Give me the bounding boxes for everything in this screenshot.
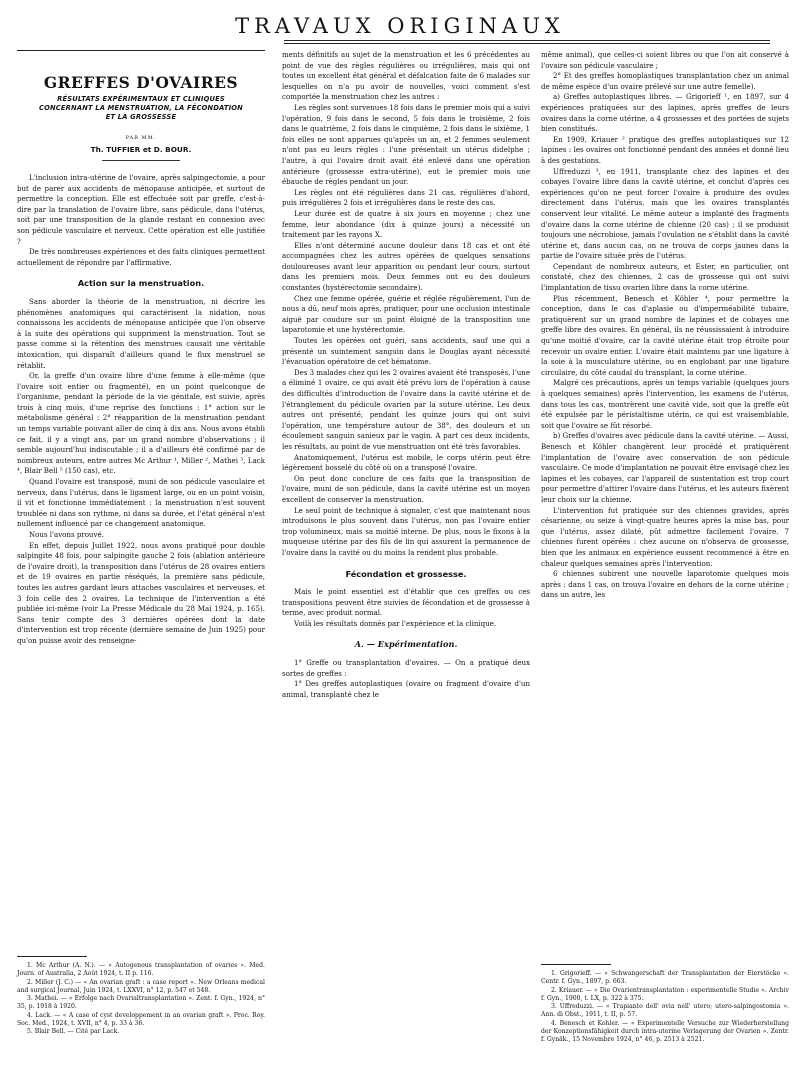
column-top-rule: [17, 50, 265, 51]
paragraph: Quand l'ovaire est transposé, muni de son pédicule vasculaire et nerveux, dans l'utérus, dans le ligament large, ou en un point voisin, il vit et fonctionne immédiatement : la menstruation n'est souvent troublée ni dans son rythme, ni dans sa durée, et l'état général n'est nullement influencé par ce changement anatomique.: [17, 477, 265, 529]
footnote: 2. Kriauer. — « Die Ovarientransplantation : experimentelle Studie ». Archiv f. Gyn., 1900, t. LX, p. 322 à 375.: [541, 986, 789, 1002]
column-3: [541, 50, 789, 601]
paragraph: b) Greffes d'ovaires avec pédicule dans la cavité utérine. — Aussi, Benesch et Köhler changèrent leur procédé et pratiquèrent l'implantation de l'ovaire avec conservation de son pédicule vasculaire. Ce mode d'implantation ne pouvait être envisagé chez les lapines et les cobayes, car l'appareil de sustentation est trop court pour permettre d'attirer l'ovaire dans l'utérus, et les auteurs fixèrent leur choix sur la chienne.: [541, 431, 789, 504]
paragraph: Les règles ont été régulières dans 21 cas, régulières d'abord, puis irrégulières 2 fois et irrégulières dans le reste des cas.: [282, 187, 530, 208]
paragraph: a) Greffes autoplastiques libres. — Grigorieff ¹, en 1897, sur 4 expériences pratiquées sur des lapines, après greffes de leurs ovaires dans la corne utérine, a 4 grossesses et des portées de sujets bien constitués.: [541, 92, 789, 134]
paragraph: Anatomiquement, l'utérus est mobile, le corps utérin peut être légèrement bosselé du côté où on a transposé l'ovaire.: [282, 452, 530, 473]
paragraph: Toutes les opérées ont guéri, sans accidents, sauf une qui a présenté un suintement sanguin dans le Douglas ayant nécessité l'évacuation opératoire de cet hématome.: [282, 336, 530, 367]
paragraph: Cependant de nombreux auteurs, et Ester, en particulier, ont constaté, chez des chiennes, 2 cas de grossesse qui ont suivi l'implantation de tissu ovarien libre dans la corne utérine.: [541, 261, 789, 293]
article-subtitle: [17, 95, 265, 123]
paragraph: 1° Des greffes autoplastiques (ovaire ou fragment d'ovaire d'un animal, transplanté chez le: [282, 679, 530, 699]
footnote: 4. Lack. — « A case of cyst developpement in an ovarian graft ». Proc. Roy. Soc. Med., 1924, t. XVII, n° 4, p. 33 à 36.: [17, 1011, 265, 1028]
footnote: 2. Miller (J. C.) — « An ovarian graft : a case report ». New Orleans medical and surgical Journal, Juin 1924, t. LXXVI, n° 12, p. 547 et 548.: [17, 978, 265, 994]
paragraph: Or, la greffe d'un ovaire libre d'une femme à elle-même (que l'ovaire soit entier ou fragmenté), en un point quelconque de l'organisme, pendant la période de la vie génitale, est suivie, après trois à cinq mois, d'une reprise des fonctions : 1° action sur le métabolisme général : 2° réapparition de la menstruation pendant un temps variable pouvant aller de cinq à dix ans. Nous avons établi ce fait, il y a vingt ans, par un grand nombre d'observations ; il semble aujourd'hui indiscutable ; il a d'ailleurs été confirmé par de nombreux auteurs, entre autres Mc Arthur ¹, Miller ², Mathei ³, Lack ⁴, Blair Bell ⁵ (150 cas), etc.: [17, 371, 265, 476]
paragraph: Plus récemment, Benesch et Köhler ⁴, pour permettre la conception, dans le cas d'aplasie ou d'imperméabilité tubaire, pratiquèrent sur un grand nombre de lapines et de cobayes une greffe libre des ovaires. En général, ils ne réussissaient à introduire qu'une moitié d'ovaire, car la cavité utérine était trop étroite pour recevoir un ovaire entier. L'ovaire était maintenu par une ligature à la soie à la musculature utérine, ou en englobant par une ligature circulaire, du côté caudal du transplant, la corne utérine.: [541, 293, 789, 377]
paragraph: 6 chiennes subirent une nouvelle laparotomie quelques mois après : dans 1 cas, on trouva l'ovaire en dehors de la corne utérine ; dans un autre, les: [541, 569, 789, 600]
paragraph: ments définitifs au sujet de la menstruation et les 6 précédentes au point de vue des règles régulières ou irrégulières, mais qui ont toutes un excellent état général et défalcation faite de 6 malades sur lesquelles on n'a pu avoir de nouvelles, voici comment s'est comportée la menstruation chez les autres :: [282, 50, 530, 102]
paragraph: Uffreduzzi ³, en 1911, transplante chez des lapines et des cobayes l'ovaire libre dans la cavité utérine, et conclut d'après ces expériences qu'on ne peut forcer l'ovaire à produire des ovules directement dans l'utérus, mais que les ovaires transplantés conservent leur vitalité. Le même auteur a implanté des fragments d'ovaire dans la corne utérine de chienne (20 cas) ; il se produisit toujours une nécrobiose, jamais l'ovulation ne s'établit dans la cavité utérine et, dans aucun cas, on ne trouva de corps jaunes dans la partie de l'ovaire située près de l'utérus.: [541, 166, 789, 261]
footnote: 3. Mathei. — « Erfolge nach Ovarialtransplantation ». Zent. f. Gyn., 1924, n° 35, p. 1918 à 1920.: [17, 995, 265, 1011]
paragraph: Des 3 malades chez qui les 2 ovaires avaient été transposés, l'une a éliminé 1 ovaire, ce qui avait été prévu lors de l'opération à cause des difficultés d'introduction de l'ovaire dans la cavité utérine et de l'étranglement du pédicule ovarien par la suture utérine. Les deux autres ont présenté, pendant les quinze jours qui ont suivi l'opération, une température autour de 38°, des douleurs et un écoulement sanguin sanieux par le vagin. A part ces deux incidents, les résultats, au point de vue menstruation ont été très favorables.: [282, 367, 530, 451]
footnotes-3: [541, 970, 789, 1045]
footnote-rule: [541, 964, 611, 965]
paragraph: Nous l'avons prouvé.: [29, 530, 104, 539]
paragraph: Leur durée est de quatre à six jours en moyenne ; chez une femme, leur abondance (dix à quinze jours) a nécessité un traitement par les rayons X.: [282, 208, 530, 240]
footnote-rule: [17, 956, 87, 957]
paragraph: Elles n'ont déterminé aucune douleur dans 18 cas et ont été accompagnées chez les autres opérées de quelques sensations douloureuses avant leur apparition ou pendant leur cours, surtout dans les premiers mois. Deux femmes ont eu des douleurs constantes (hystérectomie secondaire).: [282, 240, 530, 293]
section-heading: Fécondation et grossesse.: [345, 568, 467, 579]
footnote: 4. Benesch et Kohler. — « Experimentelle Versuche zur Wiederherstellung der Konzeptionsfähigkeit durch intra-uterine Verlagerung der Ovarien ». Zentr. f. Gynäk., 15 Novembre 1924, n° 46, p. 2513 à 2521.: [541, 1019, 789, 1044]
paragraph: Malgré ces précautions, après un temps variable (quelques jours à quelques semaines) après l'intervention, les examens de l'utérus, dans tous les cas, montrèrent une cavité vide, soit que la greffe eût été expulsée par le péristaltisme utérin, ce qui est vraisemblable, soit que l'ovaire se fût résorbé.: [541, 378, 789, 430]
running-head: TRAVAUX ORIGINAUX: [235, 14, 565, 38]
footnote: 1. Grigorieff. — « Schwangerschaft der Transplantation der Eierstöcke ». Centr. f. Gyn., 1897, p. 663.: [541, 970, 789, 986]
paragraph: L'inclusion intra-utérine de l'ovaire, après salpingectomie, a pour but de parer aux accidents de ménopause anticipée, et surtout de permettre la conception. Elle est effectuée soit par greffe, c'est-à-dire par la translation de l'ovaire libre, sans pédicule, dans l'utérus, soit par une transposition de la glande restant en connexion avec son pédicule vasculaire et nerveux. Cette opération est elle justifiée ?: [17, 173, 265, 246]
paragraph: Les règles sont survenues 18 fois dans le premier mois qui a suivi l'opération, 9 fois dans le second, 5 fois dans le troisième, 2 fois dans le quatrième, 2 fois dans le cinquième, 2 fois dans le sixième, 1 fois elles ne sont apparues qu'après un an, et 2 femmes seulement n'ont pas eu leurs règles : l'une présentait un utérus didelphe ; l'autre, à qui l'ovaire droit avait été enlevé dans une opération antérieure (grossesse extra-utérine), eut le premier mois une ébauche de règles pendant un jour.: [282, 102, 530, 187]
article-title: GREFFES D'OVAIRES: [43, 73, 239, 92]
footnotes-1: [17, 962, 265, 1037]
section-heading: Action sur la menstruation.: [77, 278, 205, 289]
page-header: [0, 0, 800, 46]
paragraph: L'intervention fut pratiquée sur des chiennes gravides, après césarienne, ou seize à vingt-quatre heures après la mise bas, pour que l'utérus, assez dilaté, pût admettre facilement l'ovaire. 7 chiennes furent opérées : chez aucune on n'observa de grossesse, bien que les animaux en expérience eussent recommencé à être en chaleur quelques semaines après l'intervention.: [541, 505, 789, 568]
paragraph: En 1909, Kriauer ² pratique des greffes autoplastiques sur 12 lapines : les ovaires ont fonctionné pendant des années et donné lieu à des gestations.: [541, 134, 789, 165]
header-rule-2: [284, 43, 770, 44]
paragraph: Sans aborder la théorie de la menstruation, ni décrire les phénomènes anatomiques qui caractérisent la nidation, nous connaissons les accidents de ménopause anticipée que l'on observe à la suite des opérations qui suppriment la menstruation. Tout se passe comme si la rétention des menstrues causait une véritable intoxication, qui disparaît d'ailleurs quand le flux menstruel se rétablit.: [17, 296, 265, 370]
subsection-heading: A. — Expérimentation.: [354, 639, 458, 650]
subtitle-line: RÉSULTATS EXPÉRIMENTAUX ET CLINIQUES: [57, 94, 225, 103]
authors: Th. TUFFIER et D. BOUR.: [90, 145, 192, 155]
par-label: PAR MM.: [125, 134, 157, 141]
column-1: [17, 58, 265, 647]
paragraph: Chez une femme opérée, guérie et réglée régulièrement, l'un de nous a dû, neuf mois après, pratiquer, pour une occlusion intestinale aiguë par coudure sur un point éloigné de la transposition une laparotomie et une hystérectomie.: [282, 293, 530, 335]
paragraph: De très nombreuses expériences et des faits cliniques permettent actuellement de répondre par l'affirmative.: [17, 247, 265, 267]
paragraph: 1° Greffe ou transplantation d'ovaires. — On a pratiqué deux sortes de greffes :: [282, 658, 530, 678]
footnote: 1. Mc Arthur (A. N.). — « Autogenous transplantation of ovaries ». Med. Journ. of Australia, 2 Août 1924, t. II p. 116.: [17, 962, 265, 978]
footnote: 5. Blair Bell. — Cité par Lack.: [27, 1028, 120, 1036]
paragraph: 2° Et des greffes homoplastiques transplantation chez un animal de même espèce d'un ovaire prélevé sur une autre femelle).: [541, 71, 789, 91]
paragraph: même animal), que celles-ci soient libres ou que l'on ait conservé à l'ovaire son pédicule vasculaire ;: [541, 50, 789, 70]
footnote: 3. Uffreduzzi. — « Trapianto dell' ovia nell' utero; utero-salpingostomia ». Ann. di Obst., 1911, t. II, p. 57.: [541, 1003, 789, 1019]
paragraph: Mais le point essentiel est d'établir que ces greffes ou ces transpositions peuvent être suivies de fécondation et de grossesse à terme, avec produit normal.: [282, 587, 530, 618]
subtitle-line: CONCERNANT LA MENSTRUATION, LA FÉCONDATION: [39, 104, 243, 112]
subtitle-line: ET LA GROSSESSE: [105, 113, 177, 122]
paragraph: Le seul point de technique à signaler, c'est que maintenant nous introduisons le plus souvent dans l'utérus, non pas l'ovaire entier trop volumineux, mais sa moitié interne. De plus, nous le fixons à la muqueuse utérine par des fils de lin qui assurent la permanence de l'ovaire dans la cavité ou du moins la rendent plus probable.: [282, 505, 530, 557]
header-rule: [284, 40, 770, 41]
paragraph: On peut donc conclure de ces faits que la transposition de l'ovaire, muni de son pédicule, dans la cavité utérine est un moyen excellent de conserver la menstruation.: [282, 473, 530, 504]
paragraph: Voilà les résultats donnés par l'expérience et la clinique.: [294, 618, 497, 628]
authors-rule: [102, 160, 180, 161]
paragraph: En effet, depuis Juillet 1922, nous avons pratiqué pour double salpingite 48 fois, pour salpingite gauche 2 fois (ablation antérieure de l'ovaire droit), la transposition dans l'utérus de 28 ovaires entiers et de 19 ovaires en partie réséqués, la première sans pédicule, toutes les autres gardant leurs attaches vasculaires et nerveuses, et 3 fois celle des 2 ovaires. La technique de l'intervention a été publiée ici-même (voir La Presse Médicale du 28 Mai 1924, p. 165). Sans tenir compte des 3 dernières opérées dont la date d'intervention est trop récente (dernière semaine de Juin 1925) pour qu'on puisse avoir des renseigne-: [17, 540, 265, 645]
column-2: [282, 50, 530, 700]
